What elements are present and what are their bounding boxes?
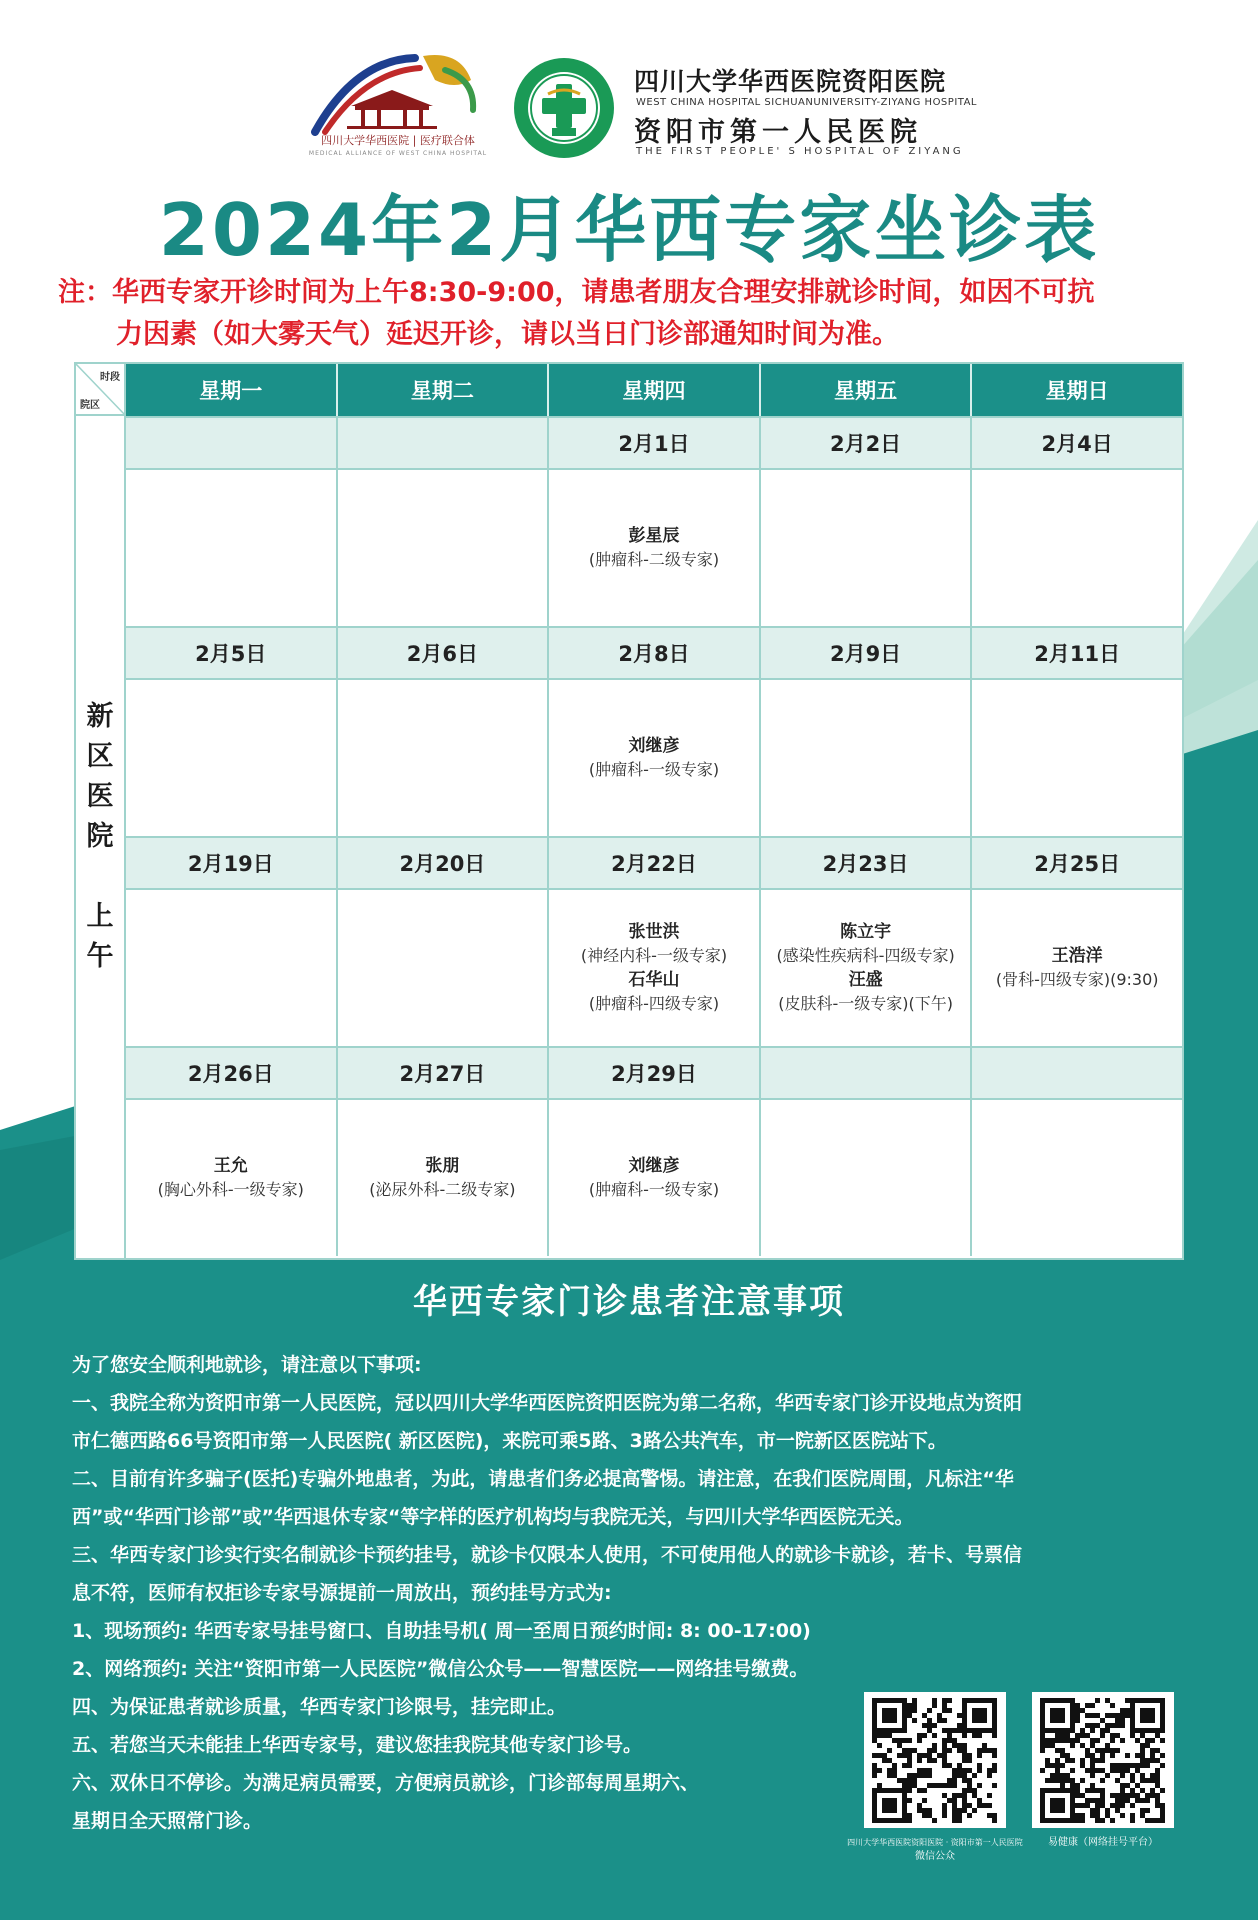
doctor-cell [761, 890, 973, 1046]
doctor-cell [126, 1100, 338, 1256]
notice-line: 一、我院全称为资阳市第一人民医院，冠以四川大学华西医院资阳医院为第二名称，华西专家门诊开设地点为资阳 [72, 1392, 1023, 1414]
doctor-department: (胸心外科-一级专家) [157, 1180, 304, 1199]
doctor-name: 陈立宇 [840, 922, 892, 942]
notice-line: 四、为保证患者就诊质量，华西专家门诊限号，挂完即止。 [72, 1696, 567, 1718]
doctor-row [126, 468, 1182, 626]
date-row [126, 836, 1182, 888]
doctor-cell [761, 470, 973, 626]
date-row [126, 626, 1182, 678]
date-cell: 2月25日 [1034, 852, 1121, 876]
note-line-1: 注：华西专家开诊时间为上午8:30-9:00，请患者朋友合理安排就诊时间，如因不可抗 [58, 277, 1095, 308]
doctor-cell [338, 1100, 550, 1256]
doctor-cell [972, 890, 1182, 1046]
doctor-name: 石华山 [628, 970, 680, 990]
notice-line: 1、现场预约: 华西专家号挂号窗口、自助挂号机( 周一至周日预约时间: 8: 00-17:00) [72, 1620, 811, 1642]
doctor-cell [549, 890, 761, 1046]
doctor-department: (肿瘤科-一级专家) [588, 760, 720, 779]
date-cell: 2月26日 [126, 1048, 338, 1098]
weekday-header: 星期五 [761, 364, 973, 416]
hospital-seal-icon [512, 56, 616, 160]
weekday-header: 星期日 [1045, 379, 1109, 403]
date-cell [972, 1048, 1182, 1098]
doctor-row [126, 888, 1182, 1046]
header [0, 50, 1258, 170]
doctor-name: 彭星辰 [628, 526, 680, 546]
alliance-logo-text: 四川大学华西医院 | 医疗联合体 [321, 134, 475, 147]
side-char: 医 [86, 781, 114, 812]
doctor-department: (感染性疾病科-四级专家) [776, 946, 955, 965]
hospital-name-secondary-en: THE FIRST PEOPLE' S HOSPITAL OF ZIYANG [636, 146, 964, 157]
doctor-cell [549, 680, 761, 836]
notice-line: 五、若您当天未能挂上华西专家号，建议您挂我院其他专家门诊号。 [72, 1734, 643, 1756]
hospital-name-primary-en: WEST CHINA HOSPITAL SICHUANUNIVERSITY-ZIYANG HOSPITAL [636, 97, 978, 108]
doctor-cell [761, 1100, 973, 1256]
date-cell [126, 418, 338, 468]
doctor-cell [549, 1100, 761, 1256]
date-cell: 2月9日 [761, 628, 973, 678]
registration-qr-code[interactable] [1032, 1692, 1174, 1828]
doctor-cell [126, 890, 338, 1046]
qr-code-icon [1032, 1692, 1174, 1828]
doctor-row [126, 678, 1182, 836]
alliance-logo-subtext: MEDICAL ALLIANCE OF WEST CHINA HOSPITAL [308, 150, 488, 157]
doctor-cell [338, 470, 550, 626]
schedule-grid [126, 364, 1182, 1256]
doctor-name: 刘继彦 [628, 736, 680, 756]
wechat-qr-caption [845, 1836, 1025, 1864]
date-row [126, 1046, 1182, 1098]
wechat-qr-caption-line: 四川大学华西医院资阳医院 · 资阳市第一人民医院 [847, 1838, 1023, 1847]
doctor-name: 王浩洋 [1051, 946, 1103, 966]
doctor-department: (皮肤科-一级专家)(下午) [778, 994, 953, 1013]
weekday-header: 星期一 [126, 364, 338, 416]
doctor-cell [972, 680, 1182, 836]
notice-body [72, 1346, 1192, 1840]
doctor-department: (神经内科-一级专家) [580, 946, 728, 965]
doctor-department: (肿瘤科-四级专家) [588, 994, 720, 1013]
doctor-name: 刘继彦 [628, 1156, 680, 1176]
date-cell: 2月11日 [1034, 642, 1121, 666]
wechat-qr-code[interactable] [864, 1692, 1006, 1828]
campus-side-label [76, 416, 126, 1258]
doctor-cell [338, 890, 550, 1046]
doctor-name: 张朋 [425, 1156, 460, 1176]
date-cell: 2月1日 [549, 418, 761, 468]
doctor-name: 张世洪 [628, 922, 680, 942]
side-char: 新 [86, 701, 114, 732]
notice-intro: 为了您安全顺利地就诊，请注意以下事项: [72, 1354, 422, 1376]
side-char: 院 [86, 821, 114, 852]
doctor-cell [338, 680, 550, 836]
doctor-cell [972, 1100, 1182, 1256]
notice-line: 西”或“华西门诊部”或”华西退休专家“等字样的医疗机构均与我院无关，与四川大学华西医院无关。 [72, 1506, 914, 1528]
doctor-department: (骨科-四级专家)(9:30) [995, 970, 1159, 989]
date-cell: 2月23日 [761, 838, 973, 888]
date-cell: 2月5日 [126, 628, 338, 678]
date-cell: 2月4日 [1041, 432, 1113, 456]
corner-label-campus: 院区 [80, 400, 100, 411]
registration-qr-caption: 易健康（网络挂号平台） [1048, 1837, 1158, 1848]
schedule-table [74, 362, 1184, 1260]
notice-title: 华西专家门诊患者注意事项 [413, 1282, 845, 1322]
doctor-department: (肿瘤科-一级专家) [588, 1180, 720, 1199]
corner-label-time: 时段 [100, 372, 120, 383]
doctor-cell [761, 680, 973, 836]
date-cell [338, 418, 550, 468]
doctor-cell [126, 470, 338, 626]
notice-line: 2、网络预约: 关注“资阳市第一人民医院”微信公众号——智慧医院——网络挂号缴费。 [72, 1658, 809, 1680]
note-line-2: 力因素（如大雾天气）延迟开诊，请以当日门诊部通知时间为准。 [116, 319, 899, 350]
weekday-header-row [126, 364, 1182, 416]
notice-line: 星期日全天照常门诊。 [72, 1810, 263, 1832]
weekday-header: 星期四 [549, 364, 761, 416]
notice-line: 六、双休日不停诊。为满足病员需要，方便病员就诊，门诊部每周星期六、 [72, 1772, 700, 1794]
date-cell: 2月6日 [338, 628, 550, 678]
doctor-cell [549, 470, 761, 626]
date-cell: 2月22日 [549, 838, 761, 888]
hospital-name-primary: 四川大学华西医院资阳医院 [634, 67, 947, 96]
date-cell: 2月2日 [761, 418, 973, 468]
notice-line: 三、华西专家门诊实行实名制就诊卡预约挂号，就诊卡仅限本人使用，不可使用他人的就诊卡就诊，若卡、号票信 [72, 1544, 1023, 1566]
wechat-qr-caption-line: 微信公众 [915, 1851, 955, 1862]
date-cell: 2月29日 [549, 1048, 761, 1098]
date-cell: 2月19日 [126, 838, 338, 888]
doctor-cell [972, 470, 1182, 626]
page-title: 2024年2月华西专家坐诊表 [158, 188, 1100, 272]
weekday-header: 星期二 [338, 364, 550, 416]
table-corner-cell [76, 364, 126, 416]
side-time-char: 上 [86, 901, 114, 932]
doctor-department: (肿瘤科-二级专家) [588, 550, 720, 569]
hospital-name-secondary: 资阳市第一人民医院 [634, 117, 922, 148]
date-row [126, 416, 1182, 468]
doctor-department: (泌尿外科-二级专家) [369, 1180, 516, 1199]
side-char: 区 [86, 741, 114, 772]
notice-line: 市仁德西路66号资阳市第一人民医院( 新区医院)，来院可乘5路、3路公共汽车，市一院新区医院站下。 [72, 1430, 947, 1452]
doctor-name: 汪盛 [848, 970, 883, 990]
date-cell: 2月20日 [338, 838, 550, 888]
date-cell: 2月27日 [338, 1048, 550, 1098]
side-time-char: 午 [86, 941, 114, 972]
notice-line: 二、目前有许多骗子(医托)专骗外地患者，为此，请患者们务必提高警惕。请注意，在我们医院周围，凡标注“华 [72, 1468, 1014, 1490]
doctor-row [126, 1098, 1182, 1256]
qr-code-icon [864, 1692, 1006, 1828]
doctor-cell [126, 680, 338, 836]
date-cell [761, 1048, 973, 1098]
notice-line: 息不符，医师有权拒诊专家号源提前一周放出，预约挂号方式为: [72, 1582, 612, 1604]
opening-time-note [58, 272, 1208, 356]
doctor-name: 王允 [213, 1156, 248, 1176]
date-cell: 2月8日 [549, 628, 761, 678]
